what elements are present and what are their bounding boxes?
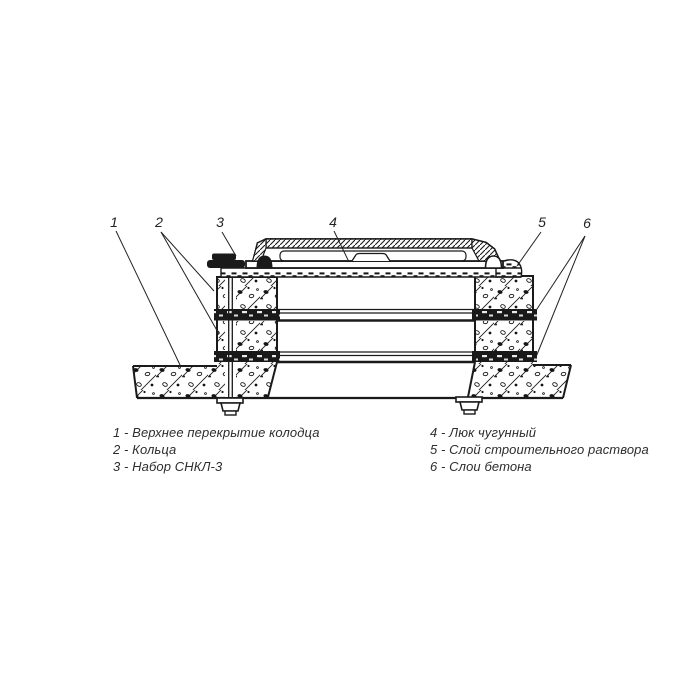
legend-item-4: 4 - Люк чугунный (430, 425, 537, 440)
callout-number-2: 2 (155, 214, 163, 230)
concrete-layer-joint (214, 351, 280, 362)
leader-line-3 (222, 232, 236, 256)
concrete-layer-joint (214, 309, 280, 321)
callout-number-5: 5 (538, 214, 546, 230)
anchor-rod-channel (225, 277, 236, 397)
legend-item-2: 2 - Кольца (113, 442, 177, 457)
callout-number-4: 4 (329, 214, 337, 230)
concrete-block-column-right (472, 276, 537, 362)
concrete-layer-joint (472, 309, 537, 321)
anchor-nut-left (217, 398, 243, 415)
leader-line-6a (535, 236, 585, 312)
cover-lid-section (266, 239, 472, 248)
concrete-layer-joint (472, 351, 537, 362)
callout-number-6: 6 (583, 215, 591, 231)
legend-item-3: 3 - Набор СНКЛ-3 (113, 459, 223, 474)
cover-frame-flange (246, 261, 503, 268)
leader-line-5 (517, 232, 541, 266)
leader-line-6b (536, 236, 585, 357)
legend-item-6: 6 - Слои бетона (430, 459, 532, 474)
callout-number-1: 1 (110, 214, 118, 230)
snkl-clamp (207, 254, 245, 269)
callout-number-3: 3 (216, 214, 224, 230)
cover-center-lug (352, 254, 390, 262)
cover-lug-right (486, 256, 502, 268)
leader-line-2a (161, 232, 214, 291)
manhole-cover (246, 239, 503, 268)
legend-item-5: 5 - Слой строительного раствора (430, 442, 649, 457)
legend-column-left (113, 426, 320, 474)
leader-line-1 (116, 231, 181, 367)
legend-item-1: 1 - Верхнее перекрытие колодца (113, 425, 320, 440)
legend-column-right (430, 426, 649, 474)
leader-line-2b (161, 232, 219, 334)
anchor-nut-right (456, 397, 482, 414)
well-top-slab (133, 362, 571, 398)
